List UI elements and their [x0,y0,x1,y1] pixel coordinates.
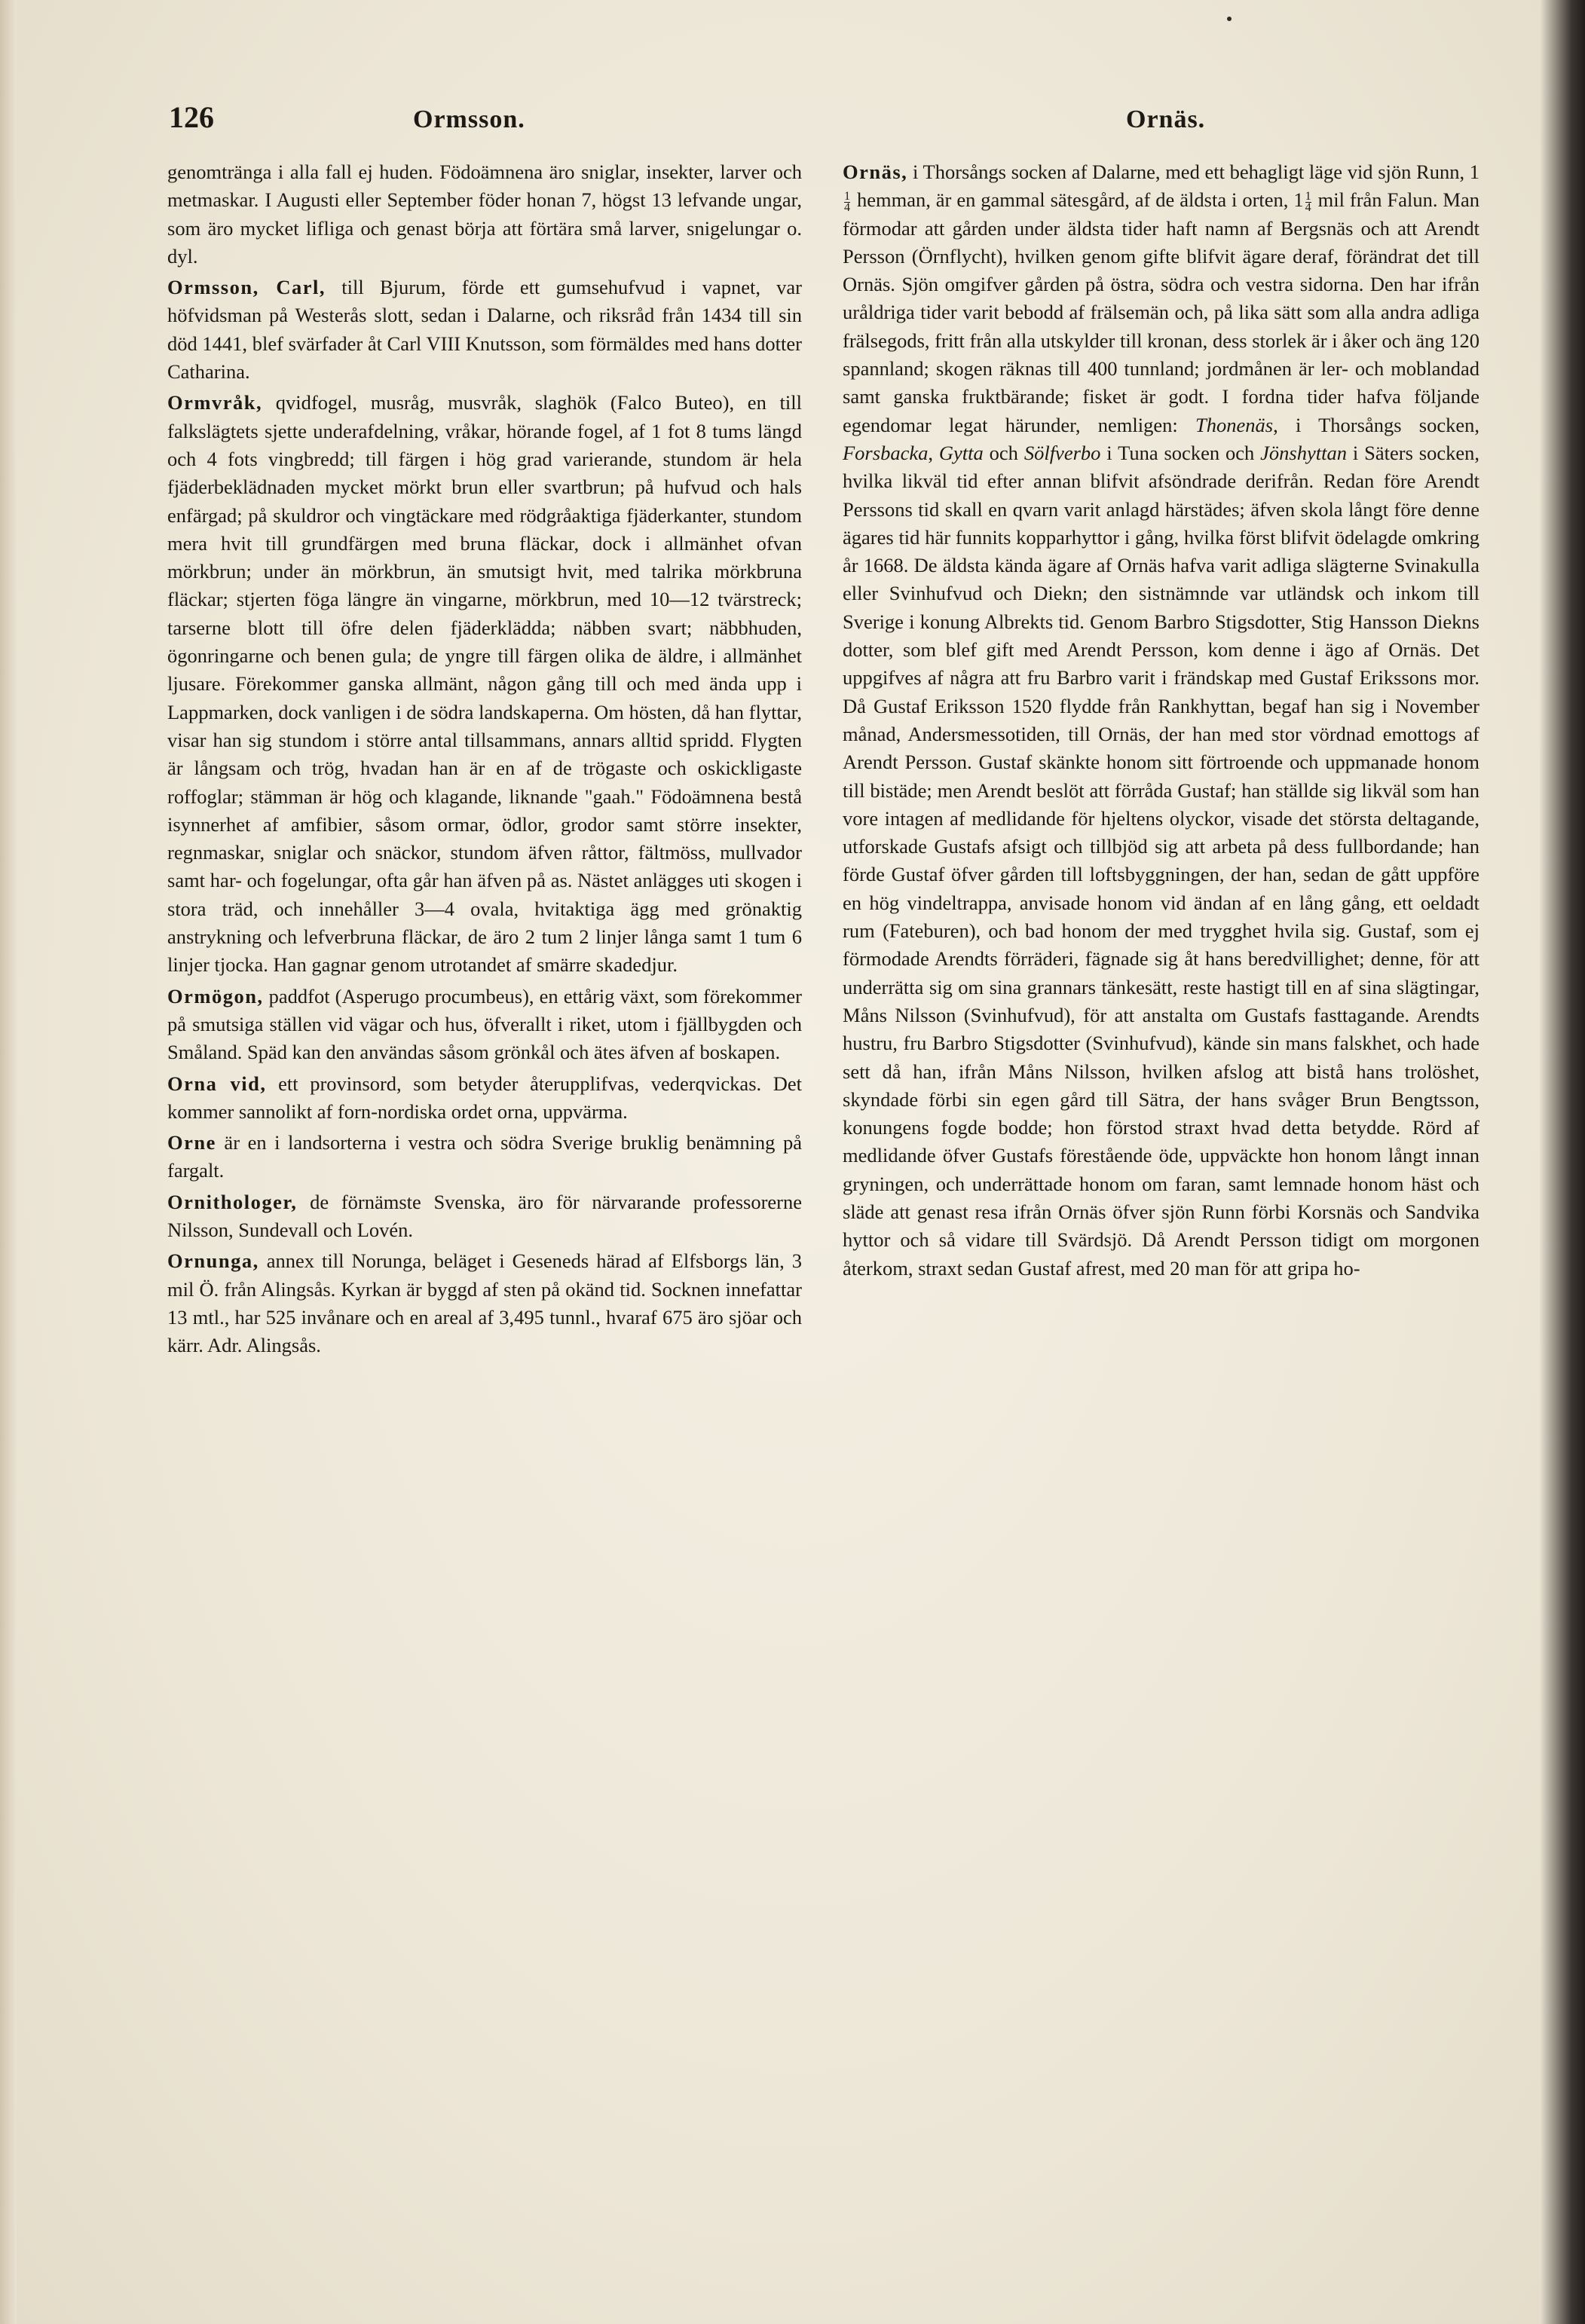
entry-orna-vid [167,1070,802,1127]
speck [1227,17,1232,21]
fraction [844,191,850,213]
entry-text: annex till Norunga, beläget i Geseneds härad af Elfsborgs län, 3 mil Ö. från Alingsås. Kyrkan är byggd af sten på okänd tid. Socknen innefattar 13 mtl., har 525 invånare och en areal af 3,495 tunnl., hvaraf 675 äro sjöar och kärr. Adr. Alingsås. [167,1249,802,1357]
headword: Ornithologer, [167,1190,298,1213]
place-name: Forsbacka [843,441,929,464]
entry-ormsson-carl [167,274,802,386]
entry-text: är en i landsorterna i vestra och södra Sverige bruklig benämning på fargalt. [167,1131,802,1182]
entry-text: ett provinsord, som betyder återupplifvas, vederqvickas. Det kommer sannolikt af forn-nordiska ordet orna, uppvärma. [167,1072,803,1123]
fraction-numerator: 1 [1305,189,1311,203]
entry-text: i Tuna socken och [1100,441,1261,464]
entry-ormogon [167,983,802,1067]
place-name: Jönshyttan [1260,441,1347,464]
place-name: Gytta [938,441,984,464]
page-left-edge [0,0,17,2324]
entry-text: paddfot (Asperugo procumbeus), en ettårig växt, som förekommer på smutsiga ställen vid vägar och hus, öfverallt i riket, utom i fjällbygden och Småland. Späd kan den användas såsom grönkål och ätes äfven af boskapen. [167,984,802,1064]
entry-text: mil från Falun. Man förmodar att gården under äldsta tider haft namn af Bergsnäs och att Arendt Persson (Örnflycht), hvilken genom gifte blifvit ägare deraf, förändrat det till Ornäs. Sjön omgifver gården på östra, södra och vestra sidorna. Den har ifrån uråldriga tider varit bebodd af frälsemän och, på lika sätt som alla andra adliga frälsegods, fritt från alla utskylder till kronan, dess storlek är i åker och äng 120 spannland; skogen räknas till 400 tunnland; jordmånen är ler- och moblandad samt ganska fruktbärande; fisket är godt. I fordna tider hafva följande egendomar legat härunder, nemligen: [843,188,1480,436]
headword: Ornäs, [843,161,908,183]
page-number: 126 [169,100,214,134]
fraction-denominator: 4 [844,200,850,214]
entry-ornunga [167,1247,802,1359]
headword: Orna vid, [167,1072,267,1095]
headword: Ormsson, Carl, [167,276,326,299]
fraction [1305,191,1311,213]
entry-text: , i Thorsångs socken, [1273,413,1479,436]
headword: Ormvråk, [167,391,263,414]
entry-ornas [843,158,1479,1283]
headword: Ornunga, [167,1249,259,1273]
entry-orne [167,1129,802,1185]
continuation-paragraph: genomtränga i alla fall ej huden. Födoämnena äro sniglar, insekter, larver och metmaskar. I Augusti eller September föder honan 7, högst 13 lefvande ungar, som äro mycket lifliga och genast börja att förtära små larver, snigelungar o. dyl. [167,161,802,268]
entry-text: qvidfogel, musråg, musvråk, slaghök (Falco Buteo), en till falkslägtets sjette underafdelning, vråkar, hörande fogel, af 1 fot 8 tums längd och 4 fots vingbredd; till färgen i hög grad varierande, stundom är hela fjäderbeklädnaden mycket mörkt brun eller svartbrun; på hufvud och hals enfärgad; på skuldror och vingtäckare med rödgråaktiga fjäderkanter, stundom mera hvit till grundfärgen med bruna fläckar, dock i allmänhet ofvan mörkbrun; under än mörkbrun, än smutsigt hvit, med talrika mörkbruna fläckar; stjerten föga längre än vingarne, mörkbrun, med 10—12 tvärstreck; tarserne blott till öfre delen fjäderklädda; näbben svart; näbbhuden, ögonringarne och benen gula; de yngre till färgen olika de äldre, i allmänhet ljusare. Förekommer ganska allmänt, någon gång till och med ända upp i Lappmarken, dock vanligen i de södra landskaperna. Om hösten, då han flyttar, visar han sig stundom i större antal tillsammans, annars alltid spridd. Flygten är långsam och trög, hvadan han är en af de trögaste och oskickligaste roffoglar; stämman är hög och klagande, liknande "gaah." Födoämnena bestå isynnerhet af amfibier, såsom ormar, ödlor, grodor samt större insekter, regnmaskar, sniglar och snäckor, stundom äfven råttor, fältmöss, mullvador samt har- och fogelungar, ofta går han äfven på as. Nästet anlägges uti skogen i stora träd, och innehåller 3—4 ovala, hvitaktiga ägg med grönaktig anstrykning och lefverbruna fläckar, de äro 2 tum 2 linjer långa samt 1 tum 6 linjer tjocka. Han gagnar genom utrotandet af smärre skadedjur. [167,391,802,977]
left-column [167,158,802,1362]
entry-text: i Thorsångs socken af Dalarne, med ett behagligt läge vid sjön Runn, 1 [907,161,1479,183]
place-name: Sölfverbo [1024,441,1101,464]
fraction-numerator: 1 [844,189,850,203]
entry-text: till Bjurum, förde ett gumsehufvud i vapnet, var höfvidsman på Westerås slott, sedan i Dalarne, och riksråd från 1434 till sin död 1441, blef svärfader åt Carl VIII Knutsson, som förmäldes med hans dotter Catharina. [167,276,803,384]
entry-text: de förnämste Svenska, äro för närvarande professorerne Nilsson, Sundevall och Lovén. [167,1190,802,1241]
entry-ornithologer [167,1188,802,1245]
entry-text: och [983,441,1024,464]
running-head-right: Ornäs. [1126,105,1206,133]
entry-ormvrak [167,389,802,979]
entry-text: hemman, är en gammal sätesgård, af de äldsta i orten, 1 [852,188,1304,212]
entry-text: i Säters socken, hvilka likväl tid efter annan blifvit afsöndrade derifrån. Redan före Arendt Perssons tid skall en qvarn varit anlagd härstädes; äfven skola långt före denne ägares tid här funnits kopparhyttor i gång, hvilka först blifvit ödelagde omkring år 1668. De äldsta kända ägare af Ornäs hafva varit adliga slägterne Svinakulla eller Svinhufvud och Diekn; den sistnämnde var utländsk och inkom till Sverige i konung Albrekts tid. Genom Barbro Stigsdotter, Stig Hansson Diekns dotter, som blef gift med Arendt Persson, kom denne i ägo af Ornäs. Det uppgifves af några att fru Barbro varit i frändskap med Gustaf Erikssons mor. Då Gustaf Eriksson 1520 flydde från Rankhyttan, begaf han sig i November månad, Andersmessotiden, till Ornäs, der han med stor vördnad emottogs af Arendt Persson. Gustaf skänkte honom sitt förtroende och uppmanade honom till bistäde; men Arendt beslöt att förråda Gustaf; han ställde sig likväl som han vore intagen af medlidande för hjeltens olyckor, visade det största deltagande, utforskade Gustafs afsigt och tillbjöd sig att arbeta på dess fullbordande; han förde Gustaf öfver gården till loftsbyggningen, der han, sedan de gått uppföre en hög vindeltrappa, anvisade honom vid ändan af en lång gång, ett oeldadt rum (Fateburen), och bad honom der med trygghet hvila sig. Gustaf, som ej förmodade Arendts förräderi, fägnade sig åt hans beredvillighet; denne, för att underrätta sig om sina grannars tänkesätt, reste hastigt till en af sina slägtingar, Måns Nilsson (Svinhufvud), för att anstalta om Gustafs fasttagande. Arendts hustru, fru Barbro Stigsdotter (Svinhufvud), kände sin mans falskhet, och hade sett då han, ifrån Måns Nilsson, hvilken afslog att bistå hans trolöshet, skyndade förbi sin egen gård till Sätra, der hans svåger Brun Bengtsson, konungens fogde bodde; hon förstod straxt hvad detta betydde. Rörd af medlidande öfver Gustafs förestående öde, uppväckte hon honom långt innan gryningen, och underrättade honom om faran, samt lemnade honom häst och släde att genast resa ifrån Ornäs öfver sjön Runn förbi Korsnäs och Sandvika hyttor och så vidare till Svärdsjö. Då Arendt Persson tidigt om morgonen återkom, straxt sedan Gustaf afrest, med 20 man för att gripa ho- [843,441,1480,1280]
place-name: Thonenäs [1195,413,1274,436]
fraction-denominator: 4 [1305,200,1311,214]
page-right-edge-shadow [1540,0,1585,2324]
page-header [0,99,1538,145]
entry-text: , [928,441,939,464]
right-column [843,158,1479,1286]
headword: Ormögon, [167,984,264,1008]
running-head-left: Ormsson. [413,105,525,133]
headword: Orne [167,1131,216,1154]
